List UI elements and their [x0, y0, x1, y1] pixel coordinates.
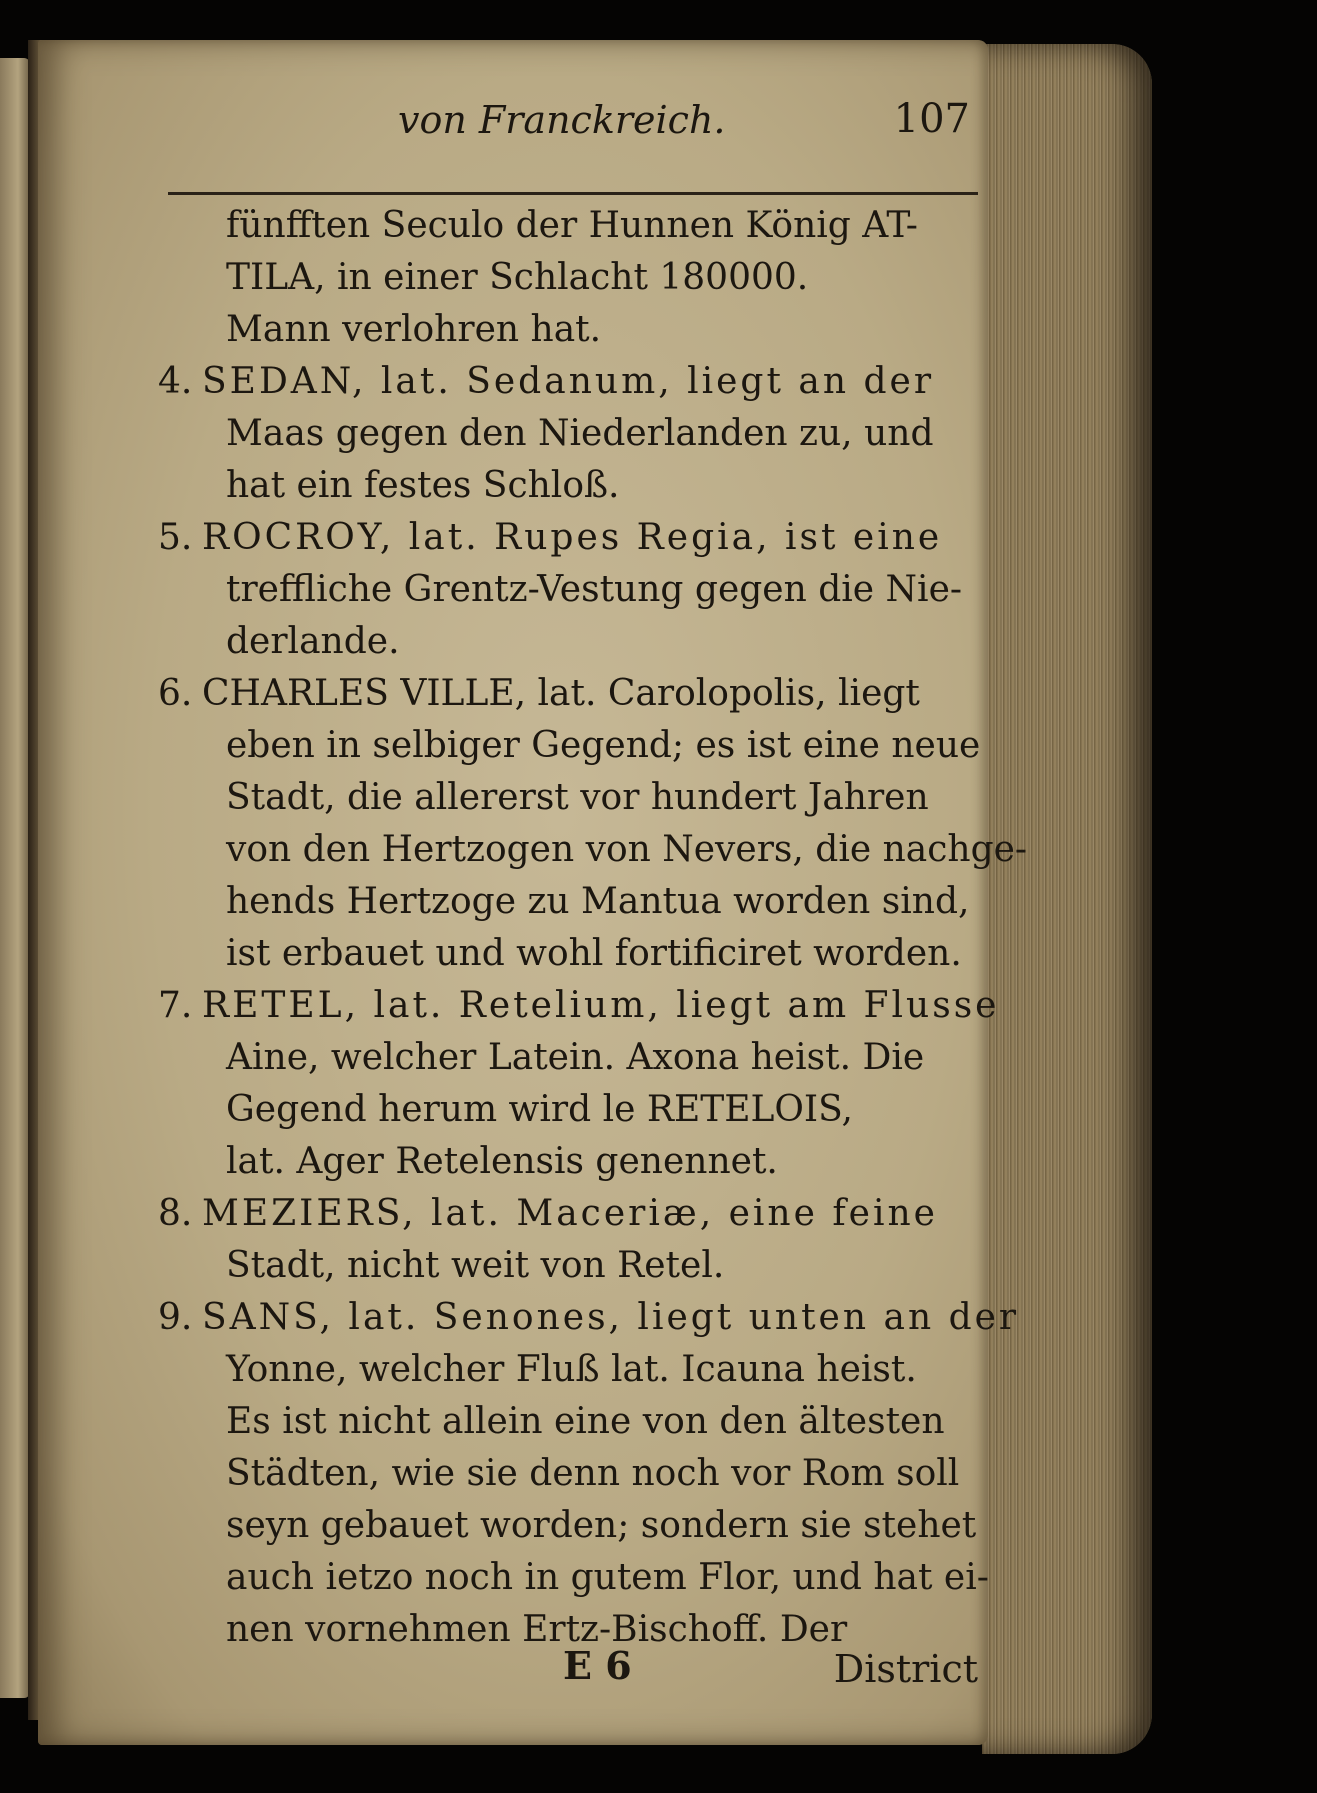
item-number: 5. — [158, 517, 193, 558]
item-number: 9. — [158, 1297, 193, 1338]
text-line: Yonne, welcher Fluß lat. Icauna heist. — [226, 1349, 917, 1390]
list-item-4: 4. SEDAN, lat. Sedanum, liegt an der — [158, 356, 978, 408]
text-line: Es ist nicht allein eine von den ältesten — [226, 1401, 945, 1442]
text-line: nen vornehmen Ertz-Bischoff. Der — [226, 1609, 848, 1650]
text-line: Aine, welcher Latein. Axona heist. Die — [226, 1037, 925, 1078]
text-body — [158, 200, 1028, 1656]
text-line: Mann verlohren hat. — [226, 309, 602, 350]
facing-page-edge — [0, 58, 30, 1698]
text-line: Stadt, nicht weit von Retel. — [226, 1245, 725, 1286]
item-number: 7. — [158, 985, 193, 1026]
text-line: Städten, wie sie denn noch vor Rom soll — [226, 1453, 960, 1494]
text-line: treffliche Grentz-Vestung gegen die Nie- — [226, 569, 963, 610]
head-rule — [168, 192, 978, 195]
text-line: hat ein festes Schloß. — [226, 465, 620, 506]
text-line: lat. Ager Retelensis genennet. — [226, 1141, 778, 1182]
text-line: von den Hertzogen von Nevers, die nachge- — [226, 829, 1028, 870]
running-title: von Franckreich. — [398, 98, 726, 142]
item-number: 8. — [158, 1193, 193, 1234]
item-number: 4. — [158, 361, 193, 402]
text-line: auch ietzo noch in gutem Flor, und hat ei- — [226, 1557, 989, 1598]
text-line: Stadt, die allererst vor hundert Jahren — [226, 777, 929, 818]
text-line: fünfften Seculo der Hunnen König AT- — [226, 205, 918, 246]
page-footer — [158, 1643, 978, 1703]
list-item-9: 9. SANS, lat. Senones, liegt unten an der — [158, 1292, 978, 1344]
catchword: District — [833, 1647, 978, 1691]
book-fore-edge — [982, 44, 1152, 1754]
book-page — [38, 40, 1028, 1745]
text-line: seyn gebauet worden; sondern sie stehet — [226, 1505, 977, 1546]
item-number: 6. — [158, 673, 193, 714]
text-line: Gegend herum wird le RETELOIS, — [226, 1089, 853, 1130]
list-item-6: 6. CHARLES VILLE, lat. Carolopolis, liegt — [158, 668, 978, 720]
text-line: ist erbauet und wohl fortificiret worden. — [226, 933, 962, 974]
running-head — [158, 88, 978, 158]
signature-mark: E 6 — [563, 1643, 632, 1688]
text-line: eben in selbiger Gegend; es ist eine neue — [226, 725, 981, 766]
list-item-5: 5. ROCROY, lat. Rupes Regia, ist eine — [158, 512, 978, 564]
page-number: 107 — [893, 96, 970, 142]
list-item-7: 7. RETEL, lat. Retelium, liegt am Flusse — [158, 980, 978, 1032]
text-line: derlande. — [226, 621, 400, 662]
text-line: hends Hertzoge zu Mantua worden sind, — [226, 881, 970, 922]
text-line: TILA, in einer Schlacht 180000. — [226, 257, 809, 298]
list-item-8: 8. MEZIERS, lat. Maceriæ, eine feine — [158, 1188, 978, 1240]
text-line: Maas gegen den Niederlanden zu, und — [226, 413, 934, 454]
page-content — [158, 88, 1028, 1718]
